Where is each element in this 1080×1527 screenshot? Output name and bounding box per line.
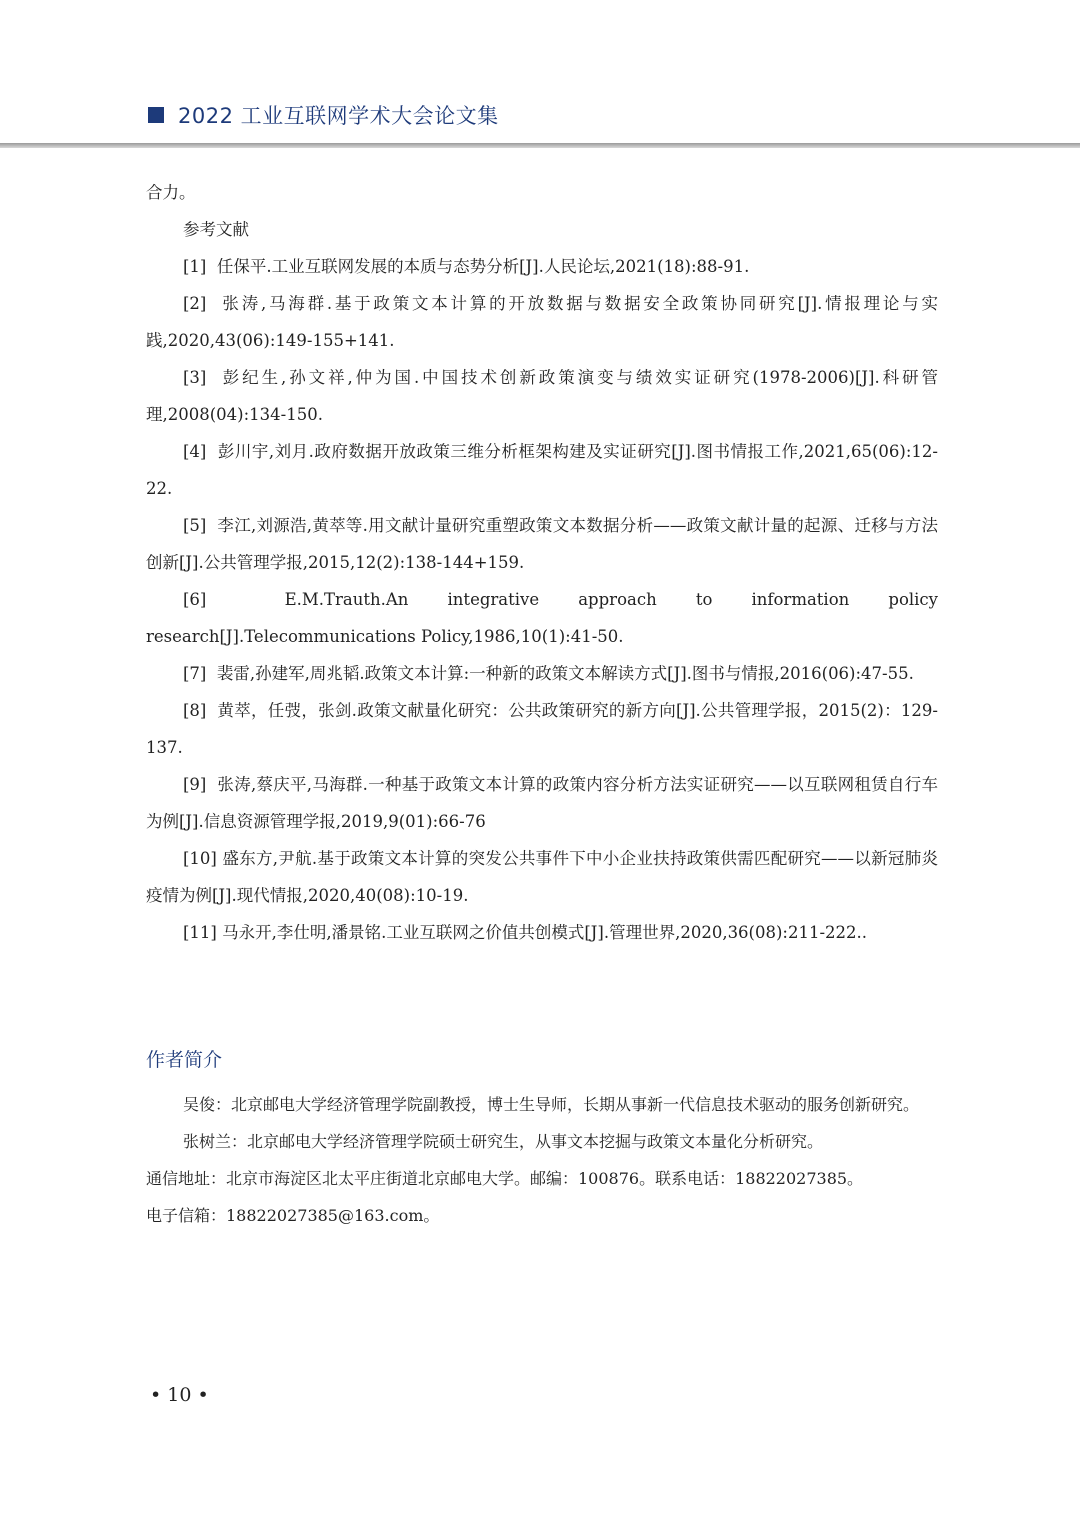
author-section-heading: 作者简介 [146,1049,223,1071]
reference-item: [4] 彭川宇,刘月.政府数据开放政策三维分析框架构建及实证研究[J].图书情报工作,2021,65(06):12-22. [146,442,938,498]
page-number: • 10 • [150,1384,209,1406]
reference-item: [2] 张涛,马海群.基于政策文本计算的开放数据与数据安全政策协同研究[J].情报理论与实践,2020,43(06):149-155+141. [146,294,938,350]
author-bios [146,1086,938,1234]
main-text [146,174,938,951]
author-bio-2: 张树兰：北京邮电大学经济管理学院硕士研究生，从事文本挖掘与政策文本量化分析研究。 [183,1132,824,1151]
references-heading: 参考文献 [183,220,249,239]
reference-item: [1] 任保平.工业互联网发展的本质与态势分析[J].人民论坛,2021(18):88-91. [183,257,750,276]
header-title: 2022 工业互联网学术大会论文集 [178,104,499,128]
reference-item: [10] 盛东方,尹航.基于政策文本计算的突发公共事件下中小企业扶持政策供需匹配研究——以新冠肺炎疫情为例[J].现代情报,2020,40(08):10-19. [146,849,938,905]
reference-item: [9] 张涛,蔡庆平,马海群.一种基于政策文本计算的政策内容分析方法实证研究——以互联网租赁自行车为例[J].信息资源管理学报,2019,9(01):66-76 [146,775,938,831]
continuation-text: 合力。 [146,183,196,202]
reference-item: [3] 彭纪生,孙文祥,仲为国.中国技术创新政策演变与绩效实证研究(1978-2006)[J].科研管理,2008(04):134-150. [146,368,938,424]
author-bio-1: 吴俊：北京邮电大学经济管理学院副教授，博士生导师，长期从事新一代信息技术驱动的服务创新研究。 [183,1095,920,1114]
reference-item: [7] 裴雷,孙建军,周兆韬.政策文本计算:一种新的政策文本解读方式[J].图书与情报,2016(06):47-55. [183,664,914,683]
reference-item: [11] 马永开,李仕明,潘景铭.工业互联网之价值共创模式[J].管理世界,2020,36(08):211-222.. [183,923,868,942]
mailing-address: 通信地址：北京市海淀区北太平庄街道北京邮电大学。邮编：100876。联系电话：18822027385。 [146,1169,864,1188]
header-rule [0,143,1080,148]
reference-item: [5] 李江,刘源浩,黄萃等.用文献计量研究重塑政策文本数据分析——政策文献计量的起源、迁移与方法创新[J].公共管理学报,2015,12(2):138-144+159. [146,516,938,572]
reference-item: [8] 黄萃，任弢，张剑.政策文献量化研究：公共政策研究的新方向[J].公共管理学报，2015(2)：129-137. [146,701,938,757]
running-header [148,97,1080,133]
header-square-icon [148,107,164,123]
email-address: 电子信箱：18822027385@163.com。 [146,1206,440,1225]
reference-item: [6] E.M.Trauth.An integrative approach to information policy research[J].Telecommunications Policy,1986,10(1):41-50. [146,590,938,646]
